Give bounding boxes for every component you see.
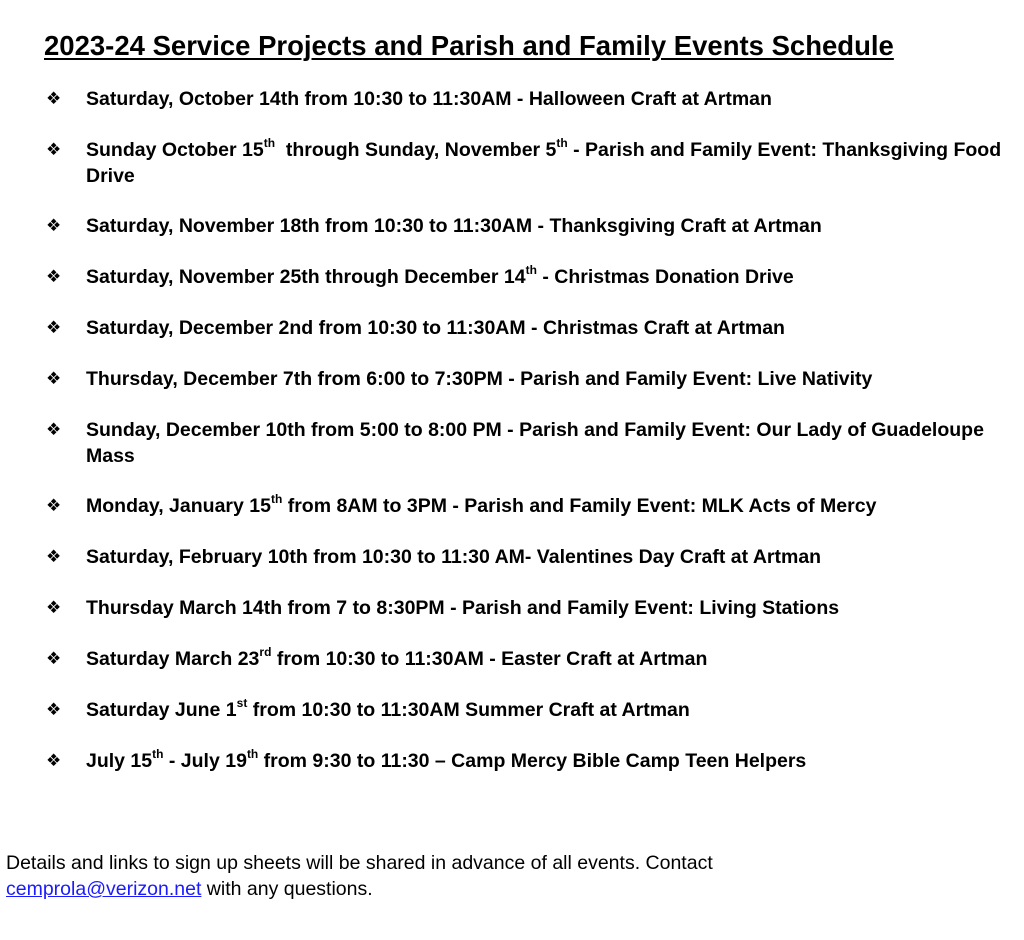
event-item	[44, 264, 1004, 290]
event-text: Saturday, October 14th from 10:30 to 11:30AM - Halloween Craft at Artman	[86, 88, 772, 110]
diamond-bullet-icon: ❖	[46, 751, 62, 770]
diamond-bullet-icon: ❖	[46, 598, 62, 617]
event-text: Thursday, December 7th from 6:00 to 7:30PM - Parish and Family Event: Live Nativity	[86, 368, 873, 390]
diamond-bullet-icon: ❖	[46, 369, 62, 388]
event-item	[44, 595, 1004, 621]
diamond-bullet-icon: ❖	[46, 216, 62, 235]
event-text: Saturday June 1	[86, 699, 237, 721]
event-text: Saturday, November 18th from 10:30 to 11:30AM - Thanksgiving Craft at Artman	[86, 215, 822, 237]
event-text: Monday, January 15	[86, 495, 271, 517]
event-item	[44, 748, 1004, 774]
event-text: Saturday, December 2nd from 10:30 to 11:30AM - Christmas Craft at Artman	[86, 317, 785, 339]
event-item	[44, 137, 1004, 189]
diamond-bullet-icon: ❖	[46, 649, 62, 668]
ordinal-suffix: rd	[259, 644, 272, 659]
ordinal-suffix: st	[236, 695, 248, 710]
event-item	[44, 86, 1004, 112]
diamond-bullet-icon: ❖	[46, 547, 62, 566]
diamond-bullet-icon: ❖	[46, 420, 62, 439]
ordinal-suffix: th	[263, 135, 276, 150]
event-text: - Parish and Family Event: Thanksgiving Food Drive	[86, 139, 1002, 187]
event-item	[44, 544, 1004, 570]
footer-text: with any questions.	[201, 878, 373, 900]
ordinal-suffix: th	[270, 491, 283, 506]
contact-email-link[interactable]: cemprola@verizon.net	[6, 878, 202, 900]
event-text: July 15	[86, 750, 153, 772]
event-text: - July 19	[163, 750, 247, 772]
event-text: Saturday March 23	[86, 648, 260, 670]
event-text: from 10:30 to 11:30AM - Easter Craft at Artman	[271, 648, 708, 670]
event-item	[44, 493, 1004, 519]
footer-text: Details and links to sign up sheets will be shared in advance of all events. Contact	[6, 852, 713, 874]
event-text: from 9:30 to 11:30 – Camp Mercy Bible Camp Teen Helpers	[258, 750, 807, 772]
diamond-bullet-icon: ❖	[46, 267, 62, 286]
event-item	[44, 366, 1004, 392]
ordinal-suffix: th	[246, 746, 259, 761]
diamond-bullet-icon: ❖	[46, 496, 62, 515]
diamond-bullet-icon: ❖	[46, 318, 62, 337]
event-text: Sunday October 15	[86, 139, 264, 161]
diamond-bullet-icon: ❖	[46, 700, 62, 719]
diamond-bullet-icon: ❖	[46, 89, 62, 108]
event-text: from 8AM to 3PM - Parish and Family Event: MLK Acts of Mercy	[282, 495, 877, 517]
event-text: Thursday March 14th from 7 to 8:30PM - Parish and Family Event: Living Stations	[86, 597, 840, 619]
event-list	[44, 86, 1004, 799]
ordinal-suffix: th	[525, 262, 537, 277]
ordinal-suffix: th	[152, 746, 164, 761]
diamond-bullet-icon: ❖	[46, 140, 62, 159]
event-text: through Sunday, November 5	[275, 139, 557, 161]
event-text: from 10:30 to 11:30AM Summer Craft at Artman	[247, 699, 690, 721]
event-text: Saturday, November 25th through December 14	[86, 266, 526, 288]
event-item	[44, 213, 1004, 239]
page-title: 2023-24 Service Projects and Parish and Family Events Schedule	[44, 30, 894, 61]
event-item	[44, 646, 1004, 672]
ordinal-suffix: th	[556, 135, 568, 150]
event-item	[44, 697, 1004, 723]
event-item	[44, 417, 1004, 469]
event-item	[44, 315, 1004, 341]
event-text: Sunday, December 10th from 5:00 to 8:00 PM - Parish and Family Event: Our Lady of Guadeloupe Mass	[86, 419, 984, 467]
footer-note	[6, 850, 1006, 902]
event-text: Saturday, February 10th from 10:30 to 11:30 AM- Valentines Day Craft at Artman	[86, 546, 822, 568]
event-text: - Christmas Donation Drive	[536, 266, 794, 288]
